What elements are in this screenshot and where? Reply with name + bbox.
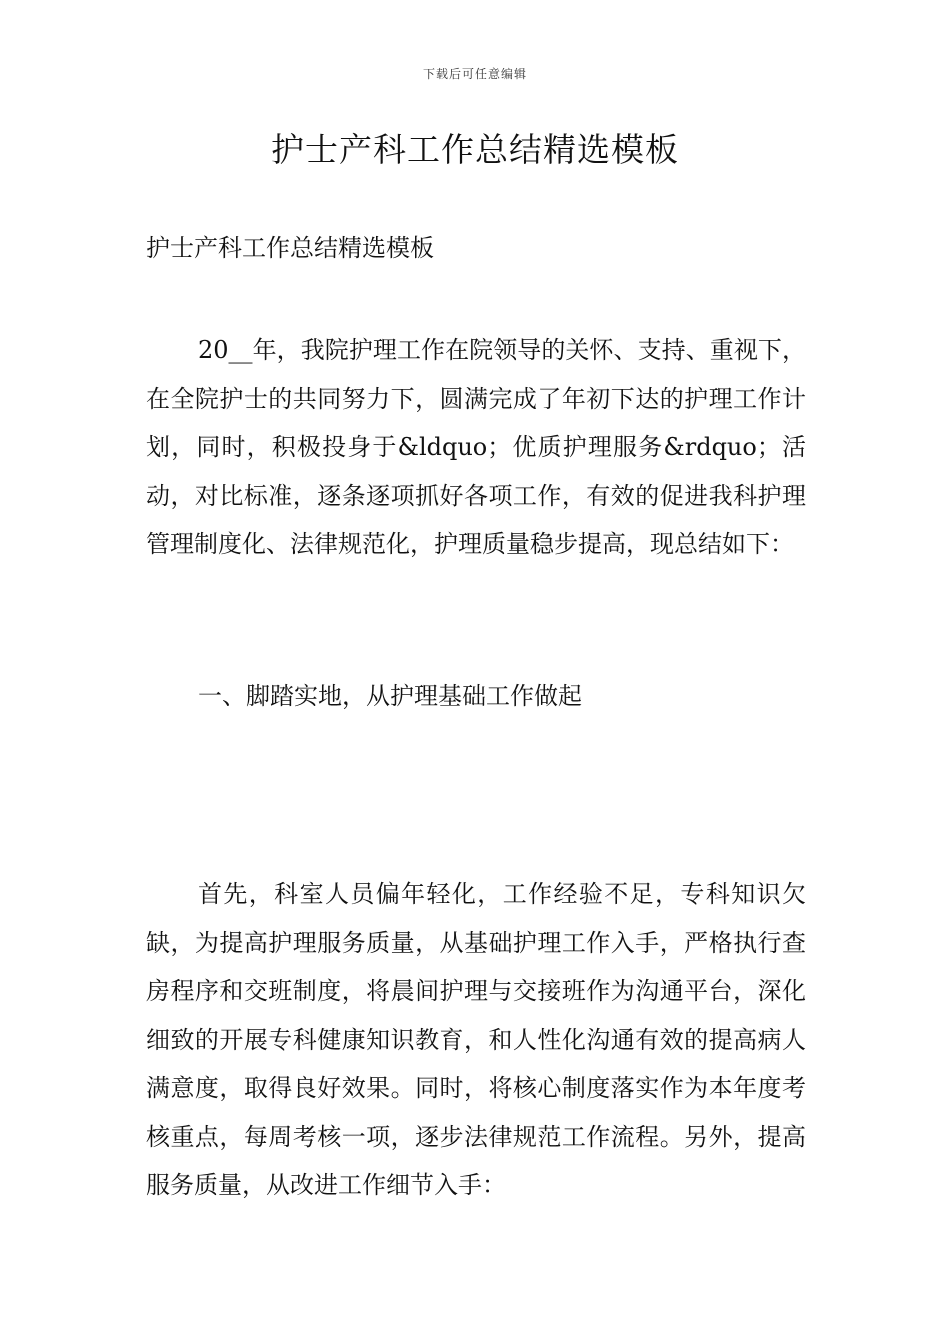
document-subtitle: 护士产科工作总结精选模板 [146,234,434,262]
page-title: 护士产科工作总结精选模板 [271,130,679,169]
header-note: 下载后可任意编辑 [422,67,527,81]
section-heading-1: 一、脚踏实地，从护理基础工作做起 [198,682,582,710]
paragraph-intro: 20__年，我院护理工作在院领导的关怀、支持、重视下，在全院护士的共同努力下，圆满完成了年初下达的护理工作计划，同时，积极投身于&ldquo；优质护理服务&rdquo；活动，对比标准，逐条逐项抓好各项工作，有效的促进我科护理管理制度化、法律规范化，护理质量稳步提高，现总结如下： [146,336,806,558]
paragraph-section-1: 首先，科室人员偏年轻化，工作经验不足，专科知识欠缺，为提高护理服务质量，从基础护理工作入手，严格执行查房程序和交班制度，将晨间护理与交接班作为沟通平台，深化细致的开展专科健康知识教育，和人性化沟通有效的提高病人满意度，取得良好效果。同时，将核心制度落实作为本年度考核重点，每周考核一项，逐步法律规范工作流程。另外，提高服务质量，从改进工作细节入手： [146,880,806,1199]
